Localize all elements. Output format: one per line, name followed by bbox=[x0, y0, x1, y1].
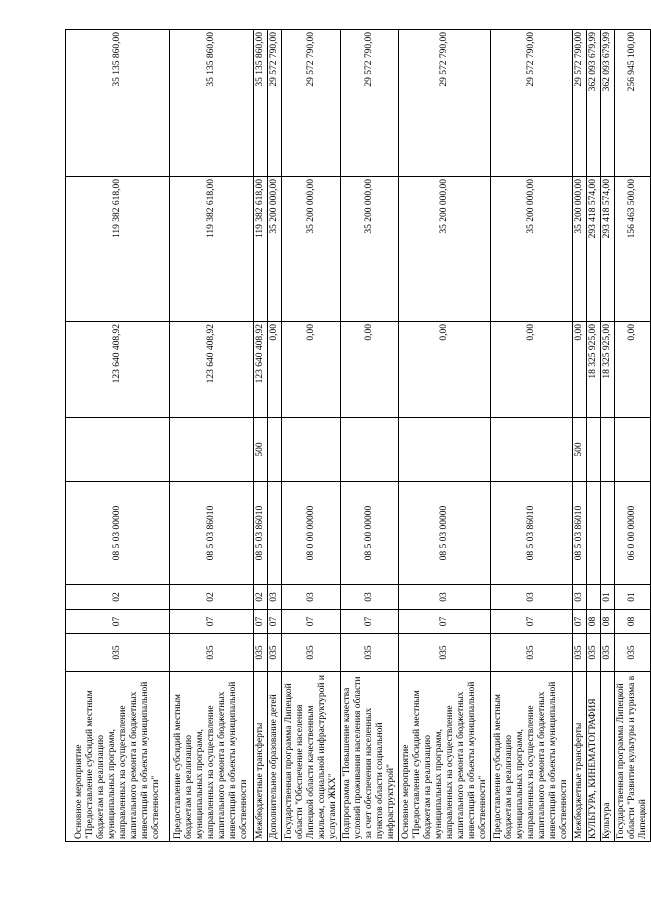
ved-code-cell: 035 bbox=[282, 634, 341, 672]
section-code-cell: 07 bbox=[282, 610, 341, 634]
expense-type-cell bbox=[587, 418, 601, 482]
ved-code-cell: 035 bbox=[615, 634, 651, 672]
expense-type-cell bbox=[66, 418, 170, 482]
subsection-code-cell: 01 bbox=[615, 585, 651, 610]
row-name-cell: Предоставление субсидий местным бюджетам на реализацию муниципальных программ, направленных на осуществление капитального ремонта и бюджетных инвестиций в объекты муниципальной собственности bbox=[491, 672, 573, 842]
subsection-code-cell: 03 bbox=[491, 585, 573, 610]
subsection-code-cell: 03 bbox=[399, 585, 491, 610]
amount-year1-cell: 123 640 408,92 bbox=[66, 322, 170, 418]
amount-year2-cell: 35 200 000,00 bbox=[399, 177, 491, 322]
target-article-cell: 08 5 03 00000 bbox=[399, 482, 491, 585]
expense-type-cell bbox=[268, 418, 282, 482]
expense-type-cell bbox=[491, 418, 573, 482]
amount-year2-cell: 35 200 000,00 bbox=[282, 177, 341, 322]
subsection-code-cell: 02 bbox=[254, 585, 268, 610]
amount-year1-cell: 0,00 bbox=[573, 322, 587, 418]
amount-year1-cell: 18 325 925,00 bbox=[601, 322, 615, 418]
subsection-code-cell: 03 bbox=[282, 585, 341, 610]
target-article-cell bbox=[601, 482, 615, 585]
amount-year2-cell: 119 382 618,00 bbox=[254, 177, 268, 322]
expense-type-cell bbox=[615, 418, 651, 482]
target-article-cell: 08 5 03 00000 bbox=[66, 482, 170, 585]
amount-year3-cell: 35 135 860,00 bbox=[170, 30, 254, 177]
amount-year3-cell: 35 135 860,00 bbox=[254, 30, 268, 177]
row-name-cell: Государственная программа Липецкой области "Развитие культуры и туризма в Липецкой bbox=[615, 672, 651, 842]
amount-year1-cell: 0,00 bbox=[341, 322, 399, 418]
subsection-code-cell: 02 bbox=[170, 585, 254, 610]
row-name-cell: Межбюджетные трансферты bbox=[254, 672, 268, 842]
table-row bbox=[170, 30, 254, 842]
subsection-code-cell: 01 bbox=[601, 585, 615, 610]
amount-year2-cell: 35 200 000,00 bbox=[341, 177, 399, 322]
amount-year1-cell: 123 640 408,92 bbox=[170, 322, 254, 418]
target-article-cell bbox=[268, 482, 282, 585]
expense-type-cell bbox=[170, 418, 254, 482]
target-article-cell: 08 5 03 86010 bbox=[170, 482, 254, 585]
amount-year3-cell: 29 572 790,00 bbox=[268, 30, 282, 177]
amount-year2-cell: 293 418 574,00 bbox=[587, 177, 601, 322]
expense-type-cell bbox=[399, 418, 491, 482]
amount-year3-cell: 362 093 679,99 bbox=[601, 30, 615, 177]
amount-year1-cell: 0,00 bbox=[491, 322, 573, 418]
ved-code-cell: 035 bbox=[491, 634, 573, 672]
amount-year3-cell: 35 135 860,00 bbox=[66, 30, 170, 177]
amount-year3-cell: 29 572 790,00 bbox=[282, 30, 341, 177]
table-row bbox=[615, 30, 651, 842]
target-article-cell: 08 5 00 00000 bbox=[341, 482, 399, 585]
amount-year3-cell: 256 945 100,00 bbox=[615, 30, 651, 177]
amount-year2-cell: 156 463 500,00 bbox=[615, 177, 651, 322]
target-article-cell: 08 0 00 00000 bbox=[282, 482, 341, 585]
ved-code-cell: 035 bbox=[268, 634, 282, 672]
amount-year1-cell: 0,00 bbox=[268, 322, 282, 418]
row-name-cell: Основное мероприятие "Предоставление субсидий местным бюджетам на реализацию муниципальных программ, направленных на осуществление капитального ремонта и бюджетных инвестиций в объекты муниципальной собственности" bbox=[66, 672, 170, 842]
amount-year2-cell: 35 200 000,00 bbox=[573, 177, 587, 322]
target-article-cell: 08 5 03 86010 bbox=[491, 482, 573, 585]
expense-type-cell bbox=[282, 418, 341, 482]
table-row bbox=[601, 30, 615, 842]
subsection-code-cell: 03 bbox=[573, 585, 587, 610]
target-article-cell: 06 0 00 00000 bbox=[615, 482, 651, 585]
amount-year2-cell: 119 382 618,00 bbox=[170, 177, 254, 322]
section-code-cell: 07 bbox=[341, 610, 399, 634]
table-row bbox=[399, 30, 491, 842]
section-code-cell: 08 bbox=[615, 610, 651, 634]
budget-table bbox=[65, 29, 651, 842]
target-article-cell: 08 5 03 86010 bbox=[254, 482, 268, 585]
section-code-cell: 07 bbox=[399, 610, 491, 634]
row-name-cell: Подпрограмма "Повышение качества условий проживания населения области за счет обеспечения населенных пунктов области социальной инфраструктурой" bbox=[341, 672, 399, 842]
amount-year2-cell: 293 418 574,00 bbox=[601, 177, 615, 322]
subsection-code-cell: 03 bbox=[341, 585, 399, 610]
row-name-cell: Основное мероприятие "Предоставление субсидий местным бюджетам на реализацию муниципальных программ, направленных на осуществление капитального ремонта и бюджетных инвестиций в объекты муниципальной собственности" bbox=[399, 672, 491, 842]
expense-type-cell bbox=[341, 418, 399, 482]
amount-year1-cell: 0,00 bbox=[282, 322, 341, 418]
expense-type-cell: 500 bbox=[254, 418, 268, 482]
table-row bbox=[341, 30, 399, 842]
ved-code-cell: 035 bbox=[601, 634, 615, 672]
amount-year3-cell: 29 572 790,00 bbox=[399, 30, 491, 177]
target-article-cell bbox=[587, 482, 601, 585]
section-code-cell: 07 bbox=[170, 610, 254, 634]
section-code-cell: 07 bbox=[573, 610, 587, 634]
ved-code-cell: 035 bbox=[66, 634, 170, 672]
section-code-cell: 07 bbox=[66, 610, 170, 634]
amount-year2-cell: 35 200 000,00 bbox=[268, 177, 282, 322]
amount-year1-cell: 0,00 bbox=[399, 322, 491, 418]
table-row bbox=[254, 30, 268, 842]
target-article-cell: 08 5 03 86010 bbox=[573, 482, 587, 585]
row-name-cell: Культура bbox=[601, 672, 615, 842]
ved-code-cell: 035 bbox=[254, 634, 268, 672]
amount-year3-cell: 29 572 790,00 bbox=[491, 30, 573, 177]
table-row bbox=[66, 30, 170, 842]
table-row bbox=[282, 30, 341, 842]
amount-year3-cell: 362 093 679,99 bbox=[587, 30, 601, 177]
table-row bbox=[587, 30, 601, 842]
section-code-cell: 07 bbox=[268, 610, 282, 634]
amount-year1-cell: 0,00 bbox=[615, 322, 651, 418]
table-row bbox=[573, 30, 587, 842]
subsection-code-cell: 03 bbox=[268, 585, 282, 610]
amount-year2-cell: 35 200 000,00 bbox=[491, 177, 573, 322]
table-row bbox=[268, 30, 282, 842]
section-code-cell: 08 bbox=[587, 610, 601, 634]
expense-type-cell: 500 bbox=[573, 418, 587, 482]
amount-year1-cell: 18 325 925,00 bbox=[587, 322, 601, 418]
section-code-cell: 07 bbox=[491, 610, 573, 634]
amount-year3-cell: 29 572 790,00 bbox=[341, 30, 399, 177]
ved-code-cell: 035 bbox=[399, 634, 491, 672]
ved-code-cell: 035 bbox=[341, 634, 399, 672]
ved-code-cell: 035 bbox=[170, 634, 254, 672]
expense-type-cell bbox=[601, 418, 615, 482]
row-name-cell: Государственная программа Липецкой области "Обеспечение населения Липецкой области качественным жильем, социальной инфраструктурой и услугами ЖКХ" bbox=[282, 672, 341, 842]
budget-table-body bbox=[66, 30, 651, 842]
section-code-cell: 08 bbox=[601, 610, 615, 634]
row-name-cell: Межбюджетные трансферты bbox=[573, 672, 587, 842]
amount-year1-cell: 123 640 408,92 bbox=[254, 322, 268, 418]
row-name-cell: Предоставление субсидий местным бюджетам на реализацию муниципальных программ, направленных на осуществление капитального ремонта и бюджетных инвестиций в объекты муниципальной собственности bbox=[170, 672, 254, 842]
ved-code-cell: 035 bbox=[587, 634, 601, 672]
row-name-cell: КУЛЬТУРА, КИНЕМАТОГРАФИЯ bbox=[587, 672, 601, 842]
ved-code-cell: 035 bbox=[573, 634, 587, 672]
amount-year3-cell: 29 572 790,00 bbox=[573, 30, 587, 177]
section-code-cell: 07 bbox=[254, 610, 268, 634]
table-row bbox=[491, 30, 573, 842]
subsection-code-cell bbox=[587, 585, 601, 610]
amount-year2-cell: 119 382 618,00 bbox=[66, 177, 170, 322]
row-name-cell: Дополнительное образование детей bbox=[268, 672, 282, 842]
subsection-code-cell: 02 bbox=[66, 585, 170, 610]
